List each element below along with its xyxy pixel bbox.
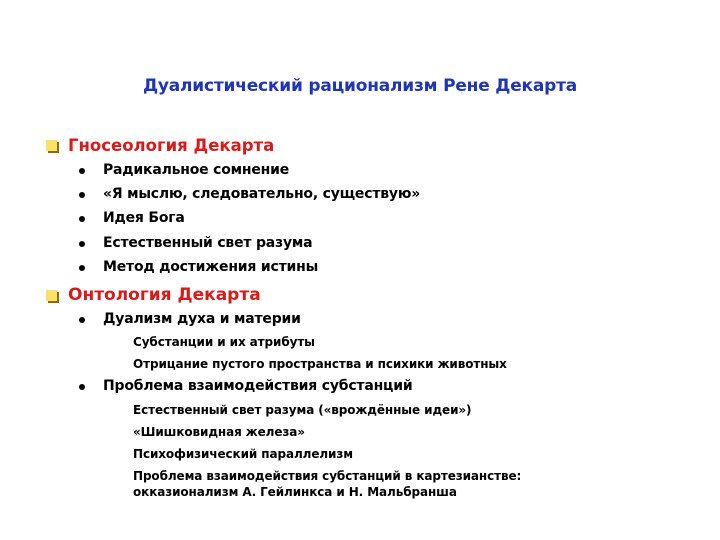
- list-item-label: Дуализм духа и материи: [103, 311, 301, 327]
- bullet-dot-icon: [79, 265, 85, 271]
- square-bullet-icon: [46, 140, 57, 151]
- list-item: [103, 235, 312, 251]
- list-item-label: «Я мыслю, следовательно, существую»: [103, 186, 421, 202]
- sub-item: Естественный свет разума («врождённые идеи»): [133, 403, 472, 417]
- list-item-label: Идея Бога: [103, 210, 185, 226]
- sub-item: Проблема взаимодействия субстанций в картезианстве: окказионализм А. Гейлинкса и Н. Мальбранша: [133, 469, 522, 499]
- bullet-dot-icon: [79, 192, 85, 198]
- bullet-dot-icon: [79, 317, 85, 323]
- square-bullet-icon: [46, 290, 57, 301]
- list-item-label: Естественный свет разума: [103, 235, 313, 251]
- list-item: [103, 378, 412, 394]
- sub-item: «Шишковидная железа»: [133, 425, 305, 439]
- list-item: [103, 311, 301, 327]
- bullet-dot-icon: [79, 216, 85, 222]
- section-heading-label: Гносеология Декарта: [68, 136, 275, 155]
- sub-item: Субстанции и их атрибуты: [133, 335, 315, 349]
- list-item-label: Радикальное сомнение: [103, 162, 290, 178]
- sub-item: Отрицание пустого пространства и психики животных: [133, 357, 507, 371]
- section-heading-label: Онтология Декарта: [68, 285, 261, 305]
- list-item-label: Проблема взаимодействия субстанций: [103, 378, 413, 394]
- sub-item: Психофизический параллелизм: [133, 447, 353, 461]
- bullet-dot-icon: [79, 384, 85, 390]
- section-heading-epistemology: [46, 136, 274, 155]
- slide-title: Дуалистический рационализм Рене Декарта: [142, 76, 578, 96]
- section-heading-ontology: [46, 285, 261, 305]
- list-item: [103, 259, 318, 275]
- list-item: [103, 210, 185, 226]
- list-item: [103, 162, 289, 178]
- bullet-dot-icon: [79, 168, 85, 174]
- bullet-dot-icon: [79, 241, 85, 247]
- list-item: [103, 186, 420, 202]
- list-item-label: Метод достижения истины: [103, 259, 319, 275]
